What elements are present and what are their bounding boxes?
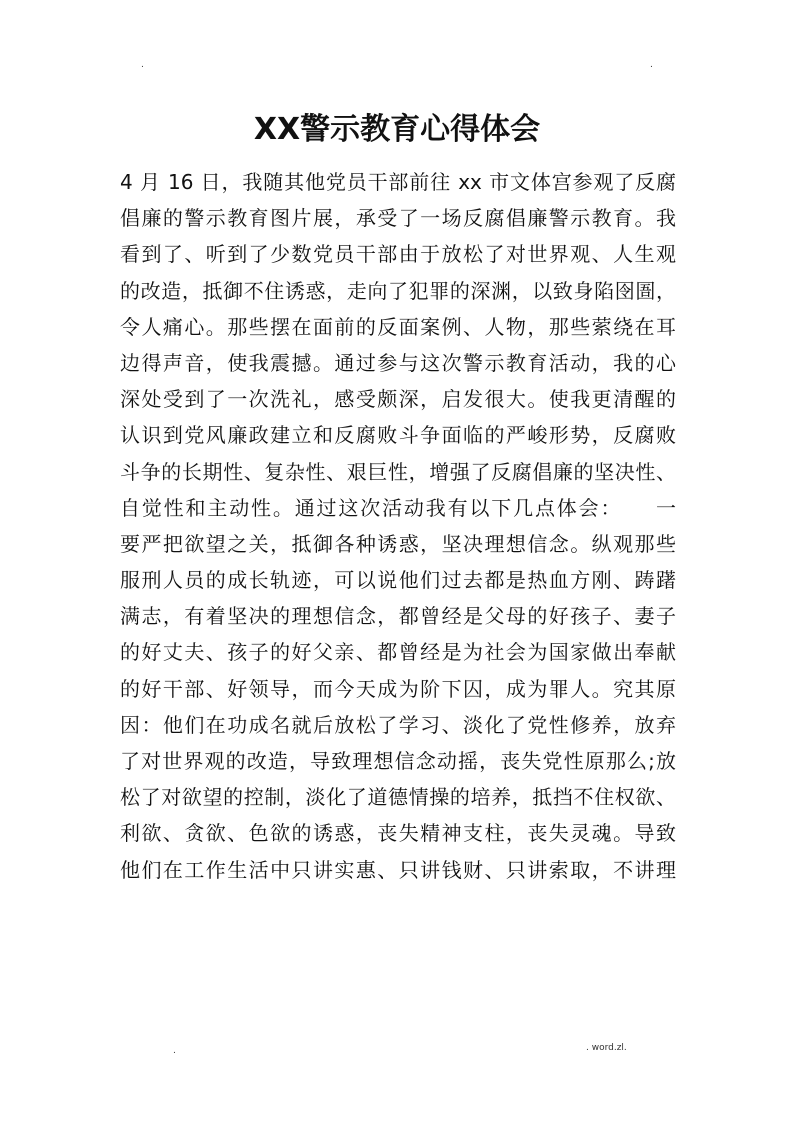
document-body	[120, 164, 676, 888]
footer-mark-left: .	[173, 1046, 176, 1056]
body-line-4: 的改造，抵御不住诱惑，走向了犯罪的深渊，以致身陷囹圄，	[120, 278, 676, 303]
body-line-8: 认识到党风廉政建立和反腐败斗争面临的严峻形势，反腐败	[120, 423, 676, 448]
body-line-13: 满志，有着坚决的理想信念，都曾经是父母的好孩子、妻子	[120, 604, 676, 629]
body-line-15: 的好干部、好领导，而今天成为阶下囚，成为罪人。究其原	[120, 676, 676, 701]
body-line-5: 令人痛心。那些摆在面前的反面案例、人物，那些萦绕在耳	[120, 314, 676, 339]
header-mark-left: .	[141, 60, 144, 70]
body-line-10: 自觉性和主动性。通过这次活动我有以下几点体会： 一	[120, 495, 676, 520]
header-mark-right: .	[650, 60, 653, 70]
body-line-12: 服刑人员的成长轨迹，可以说他们过去都是热血方刚、踌躇	[120, 568, 676, 593]
body-line-19: 利欲、贪欲、色欲的诱惑，丧失精神支柱，丧失灵魂。导致	[120, 821, 676, 846]
body-line-16: 因：他们在功成名就后放松了学习、淡化了党性修养，放弃	[120, 712, 676, 737]
body-line-20: 他们在工作生活中只讲实惠、只讲钱财、只讲索取，不讲理	[120, 857, 676, 882]
body-line-17: 了对世界观的改造，导致理想信念动摇，丧失党性原那么;放	[120, 749, 676, 773]
body-line-7: 深处受到了一次洗礼，感受颇深，启发很大。使我更清醒的	[120, 387, 676, 412]
document-title: XX警示教育心得体会	[253, 112, 541, 147]
body-line-18: 松了对欲望的控制，淡化了道德情操的培养，抵挡不住权欲、	[120, 785, 676, 810]
body-line-9: 斗争的长期性、复杂性、艰巨性，增强了反腐倡廉的坚决性、	[120, 459, 676, 484]
body-line-2: 倡廉的警示教育图片展，承受了一场反腐倡廉警示教育。我	[120, 206, 676, 231]
footer-source-label: . word.zl.	[586, 1043, 627, 1053]
body-line-1: 4 月 16 日，我随其他党员干部前往 xx 市文体宫参观了反腐	[120, 170, 676, 194]
body-line-3: 看到了、听到了少数党员干部由于放松了对世界观、人生观	[120, 242, 676, 267]
body-line-11: 要严把欲望之关，抵御各种诱惑，坚决理想信念。纵观那些	[120, 531, 676, 556]
body-line-6: 边得声音，使我震撼。通过参与这次警示教育活动，我的心	[120, 350, 676, 375]
body-line-14: 的好丈夫、孩子的好父亲、都曾经是为社会为国家做出奉献	[120, 640, 676, 665]
